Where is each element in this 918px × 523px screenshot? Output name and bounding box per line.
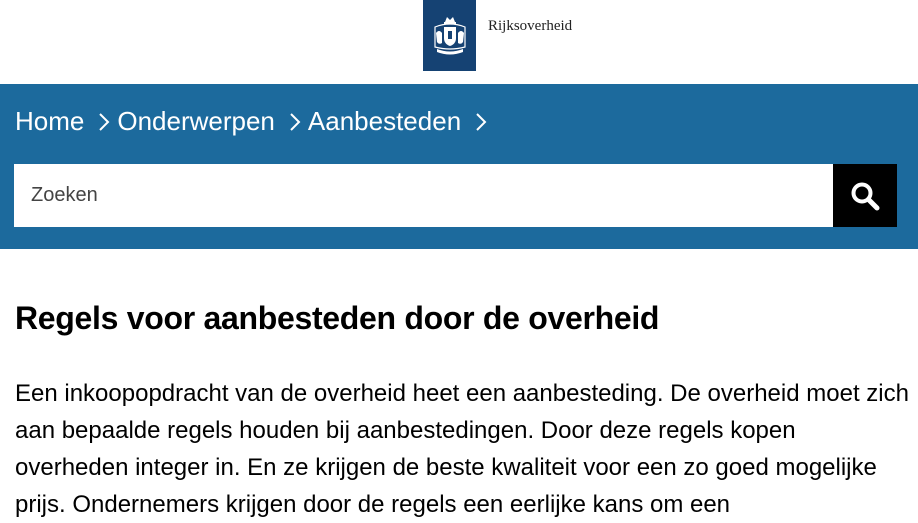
chevron-right-icon	[98, 113, 110, 131]
chevron-right-icon	[475, 113, 487, 131]
search-icon	[850, 181, 880, 211]
search-form	[14, 164, 897, 227]
intro-paragraph: Een inkoopopdracht van de overheid heet een aanbesteding. De overheid moet zich aan bepaalde regels houden bij aanbestedingen. Door deze regels kopen overheden integer in. En ze krijgen de beste kwaliteit voor een zo goed mogelijke prijs. Ondernemers krijgen door de regels een eerlijke kans om een	[15, 380, 909, 518]
search-button[interactable]	[833, 164, 897, 227]
chevron-right-icon	[289, 113, 301, 131]
page-title: Regels voor aanbesteden door de overheid	[15, 300, 660, 336]
breadcrumb	[15, 106, 494, 137]
logo-text: Rijksoverheid	[488, 18, 573, 34]
breadcrumb-home[interactable]: Home	[15, 106, 85, 136]
rijksoverheid-logo[interactable]	[423, 0, 476, 71]
coat-of-arms-icon	[427, 13, 473, 59]
breadcrumb-onderwerpen[interactable]: Onderwerpen	[117, 106, 275, 136]
site-header	[0, 0, 918, 84]
breadcrumb-aanbesteden[interactable]: Aanbesteden	[307, 106, 462, 136]
search-input[interactable]	[14, 164, 833, 227]
